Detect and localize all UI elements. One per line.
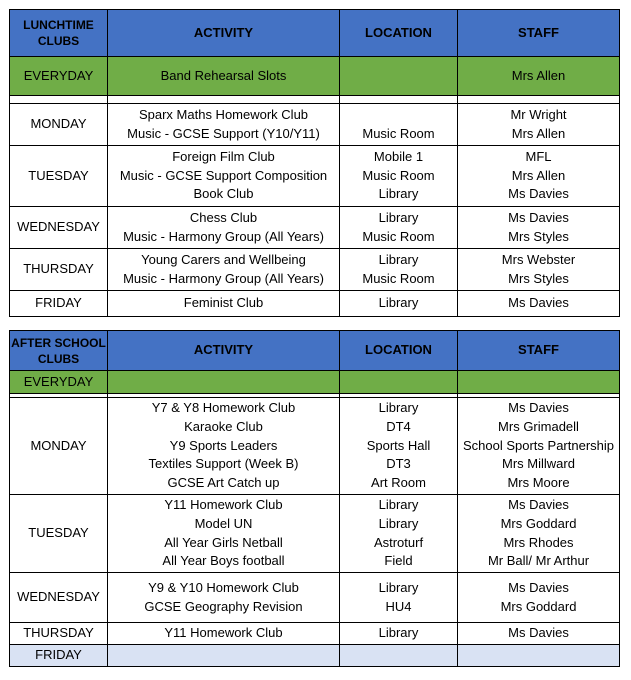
location-item: Field	[384, 553, 413, 569]
location-cell	[340, 645, 458, 667]
after-header-row	[10, 331, 620, 371]
lunch-header-day: LUNCHTIME CLUBS	[10, 10, 108, 57]
activity-cell	[108, 645, 340, 667]
location-item: Library	[378, 579, 419, 595]
location-item: Library	[378, 251, 419, 267]
activity-item: GCSE Geography Revision	[144, 598, 303, 614]
activity-item: Y9 & Y10 Homework Club	[148, 579, 299, 595]
activity-item: Music - Harmony Group (All Years)	[123, 228, 324, 244]
activity-cell	[108, 495, 340, 573]
location-cell	[340, 104, 458, 146]
staff-item: Mr Ball/ Mr Arthur	[487, 553, 590, 569]
location-cell	[340, 291, 458, 317]
day-cell: EVERYDAY	[10, 371, 108, 394]
staff-cell	[458, 146, 620, 207]
activity-item: Feminist Club	[183, 295, 264, 311]
day-cell: THURSDAY	[10, 249, 108, 291]
day-cell: FRIDAY	[10, 291, 108, 317]
after-header-location: LOCATION	[340, 331, 458, 371]
after-row-friday	[10, 645, 620, 667]
activity-item: Book Club	[193, 186, 254, 202]
activity-item: Karaoke Club	[184, 418, 263, 434]
staff-item: Mrs Goddard	[500, 515, 577, 531]
location-item: Library	[378, 496, 419, 512]
staff-cell	[458, 249, 620, 291]
location-item: DT4	[386, 418, 411, 434]
staff-cell	[458, 371, 620, 394]
staff-item: Mrs Millward	[502, 456, 575, 472]
location-cell	[340, 495, 458, 573]
after-header-activity: ACTIVITY	[108, 331, 340, 371]
location-cell	[340, 398, 458, 495]
activity-item: Y9 Sports Leaders	[169, 437, 278, 453]
location-item	[340, 106, 457, 125]
lunch-header-row	[10, 10, 620, 57]
activity-item: Y7 & Y8 Homework Club	[151, 400, 296, 415]
location-cell	[340, 573, 458, 623]
staff-item: Ms Davies	[508, 400, 569, 415]
activity-item: Y11 Homework Club	[164, 625, 283, 641]
lunch-spacer-row	[10, 96, 620, 104]
after-row-tuesday	[10, 495, 620, 573]
staff-cell	[458, 57, 620, 96]
activity-cell	[108, 146, 340, 207]
lunch-row-thursday	[10, 249, 620, 291]
location-cell	[340, 57, 458, 96]
location-item: Library	[378, 400, 419, 415]
location-item: HU4	[385, 598, 412, 614]
staff-item: Mrs Styles	[508, 228, 569, 244]
location-item: Music Room	[362, 167, 435, 183]
day-cell: FRIDAY	[10, 645, 108, 667]
staff-item: Mrs Allen	[511, 125, 566, 141]
location-item: Library	[378, 295, 419, 311]
activity-cell	[108, 623, 340, 645]
location-cell	[340, 623, 458, 645]
activity-item: Young Carers and Wellbeing	[141, 251, 306, 267]
activity-item: GCSE Art Catch up	[167, 475, 280, 491]
staff-item: School Sports Partnership	[462, 437, 615, 453]
after-header-day: AFTER SCHOOL CLUBS	[10, 331, 108, 371]
day-cell: MONDAY	[10, 104, 108, 146]
location-item: Music Room	[362, 125, 435, 141]
staff-item: Mrs Rhodes	[503, 534, 574, 550]
staff-item: Mrs Grimadell	[498, 418, 579, 434]
location-item: Library	[378, 515, 419, 531]
lunch-row-friday	[10, 291, 620, 317]
staff-item: Ms Davies	[508, 496, 569, 512]
location-item: Music Room	[362, 270, 435, 286]
location-item: DT3	[386, 456, 411, 472]
location-item: Astroturf	[373, 534, 424, 550]
activity-item: Y11 Homework Club	[164, 496, 283, 512]
staff-item: Mrs Webster	[501, 251, 576, 267]
staff-cell	[458, 104, 620, 146]
activity-cell	[108, 249, 340, 291]
day-cell: TUESDAY	[10, 146, 108, 207]
staff-cell	[458, 207, 620, 249]
staff-item: Mrs Allen	[511, 67, 566, 83]
lunch-header-activity: ACTIVITY	[108, 10, 340, 57]
activity-item: Sparx Maths Homework Club	[138, 106, 309, 122]
location-cell	[340, 249, 458, 291]
staff-item: Ms Davies	[508, 209, 569, 225]
day-cell: MONDAY	[10, 398, 108, 495]
activity-item: Music - GCSE Support (Y10/Y11)	[127, 125, 320, 141]
after-header-staff: STAFF	[458, 331, 620, 371]
location-item: Music Room	[362, 228, 435, 244]
activity-item: Music - Harmony Group (All Years)	[123, 270, 324, 286]
activity-item: Textiles Support (Week B)	[148, 456, 299, 472]
after-row-wednesday	[10, 573, 620, 623]
lunchtime-clubs-table	[9, 9, 620, 317]
day-cell: WEDNESDAY	[10, 573, 108, 623]
day-cell: WEDNESDAY	[10, 207, 108, 249]
staff-item: Ms Davies	[508, 625, 569, 641]
after-row-thursday	[10, 623, 620, 645]
activity-item: Model UN	[194, 515, 253, 531]
staff-item: Mrs Allen	[511, 167, 566, 183]
staff-item: Mrs Styles	[508, 270, 569, 286]
activity-cell	[108, 57, 340, 96]
activity-cell	[108, 573, 340, 623]
staff-item: Mrs Goddard	[500, 598, 577, 614]
staff-item: MFL	[525, 148, 552, 164]
staff-cell	[458, 623, 620, 645]
activity-item: Music - GCSE Support Composition	[119, 167, 328, 183]
day-cell: TUESDAY	[10, 495, 108, 573]
lunch-row-wednesday	[10, 207, 620, 249]
location-cell	[340, 371, 458, 394]
location-item: Sports Hall	[366, 437, 431, 453]
location-cell	[340, 207, 458, 249]
location-item: Library	[378, 209, 419, 225]
lunch-row-monday	[10, 104, 620, 146]
after-row-monday	[10, 398, 620, 495]
activity-cell	[108, 398, 340, 495]
after-row-everyday	[10, 371, 620, 394]
lunch-row-everyday	[10, 57, 620, 96]
day-cell: THURSDAY	[10, 623, 108, 645]
lunch-row-tuesday	[10, 146, 620, 207]
activity-cell	[108, 207, 340, 249]
staff-cell	[458, 573, 620, 623]
staff-item: Ms Davies	[508, 186, 569, 202]
location-cell	[340, 146, 458, 207]
staff-item: Ms Davies	[508, 295, 569, 311]
staff-cell	[458, 291, 620, 317]
activity-item: Band Rehearsal Slots	[160, 67, 287, 83]
staff-item: Mrs Moore	[507, 475, 570, 491]
staff-cell	[458, 495, 620, 573]
activity-cell	[108, 371, 340, 394]
location-item: Library	[378, 625, 419, 641]
lunch-header-location: LOCATION	[340, 10, 458, 57]
activity-item: All Year Boys football	[162, 553, 285, 569]
after-school-clubs-table	[9, 330, 620, 667]
activity-cell	[108, 291, 340, 317]
staff-cell	[458, 645, 620, 667]
activity-item: All Year Girls Netball	[164, 534, 283, 550]
location-item: Art Room	[371, 475, 426, 491]
activity-item: Chess Club	[189, 209, 258, 225]
lunch-header-staff: STAFF	[458, 10, 620, 57]
staff-item: Ms Davies	[508, 579, 569, 595]
activity-cell	[108, 104, 340, 146]
activity-item: Foreign Film Club	[172, 148, 275, 164]
location-item: Mobile 1	[373, 148, 424, 164]
day-cell: EVERYDAY	[10, 57, 108, 96]
location-item: Library	[378, 186, 419, 202]
staff-item: Mr Wright	[510, 106, 567, 122]
staff-cell	[458, 398, 620, 495]
